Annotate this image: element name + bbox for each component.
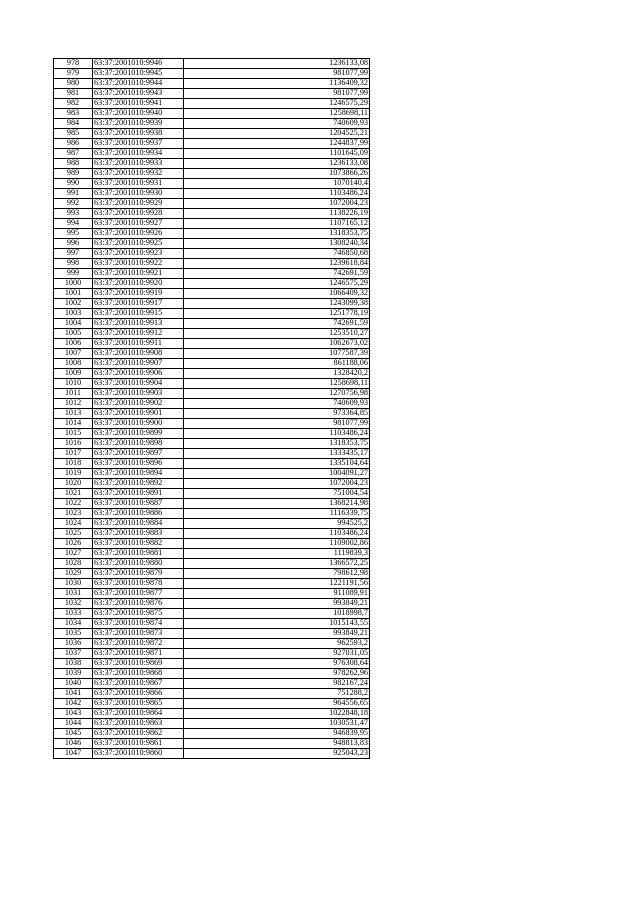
cadastral-number-cell: 63:37:2001010:9904 bbox=[93, 379, 184, 389]
cadastral-number-cell: 63:37:2001010:9894 bbox=[93, 469, 184, 479]
cadastral-number-cell: 63:37:2001010:9920 bbox=[93, 279, 184, 289]
cadastral-number-cell: 63:37:2001010:9927 bbox=[93, 219, 184, 229]
row-number-cell: 1018 bbox=[54, 459, 93, 469]
value-cell: 976308,64 bbox=[184, 659, 370, 669]
row-number-cell: 980 bbox=[54, 79, 93, 89]
table-row bbox=[54, 749, 370, 759]
cadastral-number-cell: 63:37:2001010:9863 bbox=[93, 719, 184, 729]
table-row bbox=[54, 719, 370, 729]
table-row bbox=[54, 79, 370, 89]
value-cell: 1221191,56 bbox=[184, 579, 370, 589]
row-number-cell: 1002 bbox=[54, 299, 93, 309]
cadastral-number-cell: 63:37:2001010:9929 bbox=[93, 199, 184, 209]
table-row bbox=[54, 449, 370, 459]
table-body bbox=[54, 59, 370, 759]
value-cell: 1308240,34 bbox=[184, 239, 370, 249]
value-cell: 1246575,29 bbox=[184, 99, 370, 109]
cadastral-number-cell: 63:37:2001010:9878 bbox=[93, 579, 184, 589]
cadastral-number-cell: 63:37:2001010:9931 bbox=[93, 179, 184, 189]
table-row bbox=[54, 469, 370, 479]
row-number-cell: 996 bbox=[54, 239, 93, 249]
cadastral-number-cell: 63:37:2001010:9944 bbox=[93, 79, 184, 89]
cadastral-number-cell: 63:37:2001010:9923 bbox=[93, 249, 184, 259]
value-cell: 1318353,75 bbox=[184, 439, 370, 449]
table-row bbox=[54, 659, 370, 669]
value-cell: 1070140,4 bbox=[184, 179, 370, 189]
table-row bbox=[54, 319, 370, 329]
row-number-cell: 1016 bbox=[54, 439, 93, 449]
row-number-cell: 1029 bbox=[54, 569, 93, 579]
value-cell: 1077587,39 bbox=[184, 349, 370, 359]
row-number-cell: 994 bbox=[54, 219, 93, 229]
row-number-cell: 979 bbox=[54, 69, 93, 79]
table-row bbox=[54, 339, 370, 349]
cadastral-number-cell: 63:37:2001010:9946 bbox=[93, 59, 184, 69]
cadastral-number-cell: 63:37:2001010:9912 bbox=[93, 329, 184, 339]
cadastral-number-cell: 63:37:2001010:9903 bbox=[93, 389, 184, 399]
table-row bbox=[54, 599, 370, 609]
row-number-cell: 1031 bbox=[54, 589, 93, 599]
row-number-cell: 987 bbox=[54, 149, 93, 159]
table-row bbox=[54, 619, 370, 629]
row-number-cell: 1042 bbox=[54, 699, 93, 709]
value-cell: 1318353,75 bbox=[184, 229, 370, 239]
cadastral-number-cell: 63:37:2001010:9871 bbox=[93, 649, 184, 659]
table-row bbox=[54, 679, 370, 689]
table-row bbox=[54, 509, 370, 519]
table-row bbox=[54, 669, 370, 679]
cadastral-number-cell: 63:37:2001010:9898 bbox=[93, 439, 184, 449]
table-row bbox=[54, 589, 370, 599]
cadastral-number-cell: 63:37:2001010:9882 bbox=[93, 539, 184, 549]
table-row bbox=[54, 179, 370, 189]
row-number-cell: 1044 bbox=[54, 719, 93, 729]
value-cell: 1018998,7 bbox=[184, 609, 370, 619]
table-row bbox=[54, 299, 370, 309]
value-cell: 1072004,23 bbox=[184, 199, 370, 209]
cadastral-number-cell: 63:37:2001010:9921 bbox=[93, 269, 184, 279]
cadastral-number-cell: 63:37:2001010:9877 bbox=[93, 589, 184, 599]
row-number-cell: 1001 bbox=[54, 289, 93, 299]
value-cell: 1368214,98 bbox=[184, 499, 370, 509]
table-row bbox=[54, 349, 370, 359]
value-cell: 948813,83 bbox=[184, 739, 370, 749]
table-row bbox=[54, 399, 370, 409]
row-number-cell: 990 bbox=[54, 179, 93, 189]
value-cell: 1239618,84 bbox=[184, 259, 370, 269]
cadastral-number-cell: 63:37:2001010:9901 bbox=[93, 409, 184, 419]
cadastral-number-cell: 63:37:2001010:9884 bbox=[93, 519, 184, 529]
table-row bbox=[54, 169, 370, 179]
cadastral-number-cell: 63:37:2001010:9860 bbox=[93, 749, 184, 759]
table-row bbox=[54, 519, 370, 529]
table-row bbox=[54, 389, 370, 399]
row-number-cell: 1011 bbox=[54, 389, 93, 399]
cadastral-number-cell: 63:37:2001010:9933 bbox=[93, 159, 184, 169]
value-cell: 742691,59 bbox=[184, 269, 370, 279]
cadastral-number-cell: 63:37:2001010:9928 bbox=[93, 209, 184, 219]
table-row bbox=[54, 479, 370, 489]
cadastral-number-cell: 63:37:2001010:9887 bbox=[93, 499, 184, 509]
table-row bbox=[54, 699, 370, 709]
row-number-cell: 989 bbox=[54, 169, 93, 179]
table-row bbox=[54, 439, 370, 449]
row-number-cell: 1030 bbox=[54, 579, 93, 589]
row-number-cell: 1007 bbox=[54, 349, 93, 359]
cadastral-number-cell: 63:37:2001010:9867 bbox=[93, 679, 184, 689]
cadastral-number-cell: 63:37:2001010:9892 bbox=[93, 479, 184, 489]
row-number-cell: 1045 bbox=[54, 729, 93, 739]
row-number-cell: 1022 bbox=[54, 499, 93, 509]
row-number-cell: 1009 bbox=[54, 369, 93, 379]
table-row bbox=[54, 219, 370, 229]
cadastral-number-cell: 63:37:2001010:9862 bbox=[93, 729, 184, 739]
value-cell: 861188,06 bbox=[184, 359, 370, 369]
table-row bbox=[54, 159, 370, 169]
cadastral-number-cell: 63:37:2001010:9880 bbox=[93, 559, 184, 569]
row-number-cell: 1000 bbox=[54, 279, 93, 289]
value-cell: 1066409,32 bbox=[184, 289, 370, 299]
value-cell: 1072004,23 bbox=[184, 479, 370, 489]
cadastral-number-cell: 63:37:2001010:9943 bbox=[93, 89, 184, 99]
value-cell: 751288,2 bbox=[184, 689, 370, 699]
cadastral-number-cell: 63:37:2001010:9919 bbox=[93, 289, 184, 299]
value-cell: 981077,99 bbox=[184, 419, 370, 429]
row-number-cell: 984 bbox=[54, 119, 93, 129]
cadastral-number-cell: 63:37:2001010:9911 bbox=[93, 339, 184, 349]
cadastral-number-cell: 63:37:2001010:9906 bbox=[93, 369, 184, 379]
value-cell: 1244837,99 bbox=[184, 139, 370, 149]
table-row bbox=[54, 529, 370, 539]
value-cell: 1366572,25 bbox=[184, 559, 370, 569]
table-row bbox=[54, 559, 370, 569]
value-cell: 978262,96 bbox=[184, 669, 370, 679]
value-cell: 1136409,32 bbox=[184, 79, 370, 89]
row-number-cell: 1041 bbox=[54, 689, 93, 699]
cadastral-number-cell: 63:37:2001010:9861 bbox=[93, 739, 184, 749]
value-cell: 1246575,29 bbox=[184, 279, 370, 289]
table-row bbox=[54, 89, 370, 99]
cadastral-number-cell: 63:37:2001010:9941 bbox=[93, 99, 184, 109]
row-number-cell: 1021 bbox=[54, 489, 93, 499]
cadastral-number-cell: 63:37:2001010:9869 bbox=[93, 659, 184, 669]
row-number-cell: 1008 bbox=[54, 359, 93, 369]
row-number-cell: 1033 bbox=[54, 609, 93, 619]
cadastral-number-cell: 63:37:2001010:9915 bbox=[93, 309, 184, 319]
table-row bbox=[54, 489, 370, 499]
cadastral-number-cell: 63:37:2001010:9886 bbox=[93, 509, 184, 519]
cadastral-number-cell: 63:37:2001010:9922 bbox=[93, 259, 184, 269]
cadastral-number-cell: 63:37:2001010:9926 bbox=[93, 229, 184, 239]
cadastral-number-cell: 63:37:2001010:9897 bbox=[93, 449, 184, 459]
table-row bbox=[54, 709, 370, 719]
table-row bbox=[54, 99, 370, 109]
row-number-cell: 1020 bbox=[54, 479, 93, 489]
cadastral-number-cell: 63:37:2001010:9902 bbox=[93, 399, 184, 409]
value-cell: 1107165,12 bbox=[184, 219, 370, 229]
row-number-cell: 1034 bbox=[54, 619, 93, 629]
value-cell: 993849,21 bbox=[184, 629, 370, 639]
cadastral-number-cell: 63:37:2001010:9872 bbox=[93, 639, 184, 649]
row-number-cell: 999 bbox=[54, 269, 93, 279]
table-row bbox=[54, 259, 370, 269]
row-number-cell: 1019 bbox=[54, 469, 93, 479]
value-cell: 746850,68 bbox=[184, 249, 370, 259]
cadastral-number-cell: 63:37:2001010:9879 bbox=[93, 569, 184, 579]
cadastral-number-cell: 63:37:2001010:9940 bbox=[93, 109, 184, 119]
value-cell: 993849,21 bbox=[184, 599, 370, 609]
table-row bbox=[54, 309, 370, 319]
value-cell: 911089,91 bbox=[184, 589, 370, 599]
value-cell: 994525,2 bbox=[184, 519, 370, 529]
value-cell: 1328420,2 bbox=[184, 369, 370, 379]
table-row bbox=[54, 639, 370, 649]
table-row bbox=[54, 119, 370, 129]
table-row bbox=[54, 459, 370, 469]
cadastral-number-cell: 63:37:2001010:9896 bbox=[93, 459, 184, 469]
value-cell: 982167,24 bbox=[184, 679, 370, 689]
row-number-cell: 1014 bbox=[54, 419, 93, 429]
table-row bbox=[54, 649, 370, 659]
row-number-cell: 1025 bbox=[54, 529, 93, 539]
table-row bbox=[54, 369, 370, 379]
value-cell: 1103486,24 bbox=[184, 429, 370, 439]
value-cell: 1251778,19 bbox=[184, 309, 370, 319]
value-cell: 964556,65 bbox=[184, 699, 370, 709]
row-number-cell: 1040 bbox=[54, 679, 93, 689]
row-number-cell: 1004 bbox=[54, 319, 93, 329]
value-cell: 1333435,17 bbox=[184, 449, 370, 459]
cadastral-number-cell: 63:37:2001010:9873 bbox=[93, 629, 184, 639]
row-number-cell: 1047 bbox=[54, 749, 93, 759]
value-cell: 981077,99 bbox=[184, 89, 370, 99]
table-row bbox=[54, 579, 370, 589]
row-number-cell: 1005 bbox=[54, 329, 93, 339]
cadastral-number-cell: 63:37:2001010:9932 bbox=[93, 169, 184, 179]
row-number-cell: 1023 bbox=[54, 509, 93, 519]
table-row bbox=[54, 569, 370, 579]
value-cell: 1073866,26 bbox=[184, 169, 370, 179]
value-cell: 1258698,11 bbox=[184, 109, 370, 119]
table-row bbox=[54, 409, 370, 419]
table-row bbox=[54, 329, 370, 339]
row-number-cell: 1017 bbox=[54, 449, 93, 459]
cadastral-number-cell: 63:37:2001010:9917 bbox=[93, 299, 184, 309]
table-row bbox=[54, 139, 370, 149]
value-cell: 1270756,98 bbox=[184, 389, 370, 399]
value-cell: 962593,2 bbox=[184, 639, 370, 649]
table-row bbox=[54, 209, 370, 219]
value-cell: 1253510,27 bbox=[184, 329, 370, 339]
row-number-cell: 983 bbox=[54, 109, 93, 119]
cadastral-number-cell: 63:37:2001010:9937 bbox=[93, 139, 184, 149]
row-number-cell: 1032 bbox=[54, 599, 93, 609]
value-cell: 1236133,08 bbox=[184, 159, 370, 169]
value-cell: 740609,93 bbox=[184, 399, 370, 409]
cadastral-number-cell: 63:37:2001010:9864 bbox=[93, 709, 184, 719]
value-cell: 742691,59 bbox=[184, 319, 370, 329]
table-row bbox=[54, 419, 370, 429]
row-number-cell: 992 bbox=[54, 199, 93, 209]
table-row bbox=[54, 539, 370, 549]
row-number-cell: 981 bbox=[54, 89, 93, 99]
value-cell: 1119839,3 bbox=[184, 549, 370, 559]
cadastral-number-cell: 63:37:2001010:9945 bbox=[93, 69, 184, 79]
row-number-cell: 1036 bbox=[54, 639, 93, 649]
value-cell: 1109002,86 bbox=[184, 539, 370, 549]
value-cell: 751004,54 bbox=[184, 489, 370, 499]
cadastral-number-cell: 63:37:2001010:9900 bbox=[93, 419, 184, 429]
value-cell: 740609,93 bbox=[184, 119, 370, 129]
row-number-cell: 1037 bbox=[54, 649, 93, 659]
row-number-cell: 1012 bbox=[54, 399, 93, 409]
row-number-cell: 985 bbox=[54, 129, 93, 139]
cadastral-number-cell: 63:37:2001010:9908 bbox=[93, 349, 184, 359]
value-cell: 1004091,27 bbox=[184, 469, 370, 479]
table-row bbox=[54, 59, 370, 69]
table-row bbox=[54, 499, 370, 509]
row-number-cell: 1024 bbox=[54, 519, 93, 529]
value-cell: 1236133,08 bbox=[184, 59, 370, 69]
row-number-cell: 1003 bbox=[54, 309, 93, 319]
row-number-cell: 993 bbox=[54, 209, 93, 219]
table-row bbox=[54, 199, 370, 209]
row-number-cell: 1039 bbox=[54, 669, 93, 679]
table-row bbox=[54, 249, 370, 259]
table-row bbox=[54, 109, 370, 119]
value-cell: 1101645,09 bbox=[184, 149, 370, 159]
table-row bbox=[54, 289, 370, 299]
cadastral-number-cell: 63:37:2001010:9875 bbox=[93, 609, 184, 619]
table-row bbox=[54, 689, 370, 699]
table-row bbox=[54, 629, 370, 639]
data-table bbox=[53, 58, 370, 759]
value-cell: 1103486,24 bbox=[184, 189, 370, 199]
table-row bbox=[54, 609, 370, 619]
value-cell: 1062673,02 bbox=[184, 339, 370, 349]
row-number-cell: 1028 bbox=[54, 559, 93, 569]
row-number-cell: 982 bbox=[54, 99, 93, 109]
table-row bbox=[54, 279, 370, 289]
table-row bbox=[54, 729, 370, 739]
value-cell: 1103486,24 bbox=[184, 529, 370, 539]
cadastral-number-cell: 63:37:2001010:9913 bbox=[93, 319, 184, 329]
value-cell: 1138226,19 bbox=[184, 209, 370, 219]
value-cell: 1030531,47 bbox=[184, 719, 370, 729]
value-cell: 981077,99 bbox=[184, 69, 370, 79]
row-number-cell: 1010 bbox=[54, 379, 93, 389]
value-cell: 946839,95 bbox=[184, 729, 370, 739]
table-row bbox=[54, 549, 370, 559]
table-row bbox=[54, 739, 370, 749]
value-cell: 1015143,55 bbox=[184, 619, 370, 629]
cadastral-number-cell: 63:37:2001010:9883 bbox=[93, 529, 184, 539]
value-cell: 927031,05 bbox=[184, 649, 370, 659]
row-number-cell: 995 bbox=[54, 229, 93, 239]
row-number-cell: 1043 bbox=[54, 709, 93, 719]
cadastral-number-cell: 63:37:2001010:9866 bbox=[93, 689, 184, 699]
table-row bbox=[54, 229, 370, 239]
cadastral-number-cell: 63:37:2001010:9868 bbox=[93, 669, 184, 679]
value-cell: 1243099,38 bbox=[184, 299, 370, 309]
row-number-cell: 978 bbox=[54, 59, 93, 69]
table-row bbox=[54, 269, 370, 279]
table-row bbox=[54, 359, 370, 369]
table-row bbox=[54, 239, 370, 249]
row-number-cell: 1006 bbox=[54, 339, 93, 349]
cadastral-number-cell: 63:37:2001010:9925 bbox=[93, 239, 184, 249]
row-number-cell: 1026 bbox=[54, 539, 93, 549]
value-cell: 973364,85 bbox=[184, 409, 370, 419]
row-number-cell: 1046 bbox=[54, 739, 93, 749]
table-row bbox=[54, 379, 370, 389]
row-number-cell: 998 bbox=[54, 259, 93, 269]
cadastral-number-cell: 63:37:2001010:9938 bbox=[93, 129, 184, 139]
cadastral-number-cell: 63:37:2001010:9865 bbox=[93, 699, 184, 709]
cadastral-number-cell: 63:37:2001010:9876 bbox=[93, 599, 184, 609]
cadastral-number-cell: 63:37:2001010:9881 bbox=[93, 549, 184, 559]
row-number-cell: 1038 bbox=[54, 659, 93, 669]
row-number-cell: 1013 bbox=[54, 409, 93, 419]
cadastral-number-cell: 63:37:2001010:9907 bbox=[93, 359, 184, 369]
value-cell: 1116339,75 bbox=[184, 509, 370, 519]
row-number-cell: 997 bbox=[54, 249, 93, 259]
row-number-cell: 988 bbox=[54, 159, 93, 169]
value-cell: 1258698,11 bbox=[184, 379, 370, 389]
row-number-cell: 986 bbox=[54, 139, 93, 149]
value-cell: 1335104,64 bbox=[184, 459, 370, 469]
value-cell: 1022848,18 bbox=[184, 709, 370, 719]
cadastral-number-cell: 63:37:2001010:9891 bbox=[93, 489, 184, 499]
cadastral-number-cell: 63:37:2001010:9899 bbox=[93, 429, 184, 439]
cadastral-number-cell: 63:37:2001010:9934 bbox=[93, 149, 184, 159]
row-number-cell: 1015 bbox=[54, 429, 93, 439]
cadastral-number-cell: 63:37:2001010:9874 bbox=[93, 619, 184, 629]
cadastral-number-cell: 63:37:2001010:9939 bbox=[93, 119, 184, 129]
value-cell: 1204525,21 bbox=[184, 129, 370, 139]
row-number-cell: 1035 bbox=[54, 629, 93, 639]
row-number-cell: 991 bbox=[54, 189, 93, 199]
table-row bbox=[54, 429, 370, 439]
table-row bbox=[54, 129, 370, 139]
table-row bbox=[54, 189, 370, 199]
table-row bbox=[54, 149, 370, 159]
value-cell: 798612,98 bbox=[184, 569, 370, 579]
value-cell: 925043,23 bbox=[184, 749, 370, 759]
row-number-cell: 1027 bbox=[54, 549, 93, 559]
table-row bbox=[54, 69, 370, 79]
cadastral-number-cell: 63:37:2001010:9930 bbox=[93, 189, 184, 199]
